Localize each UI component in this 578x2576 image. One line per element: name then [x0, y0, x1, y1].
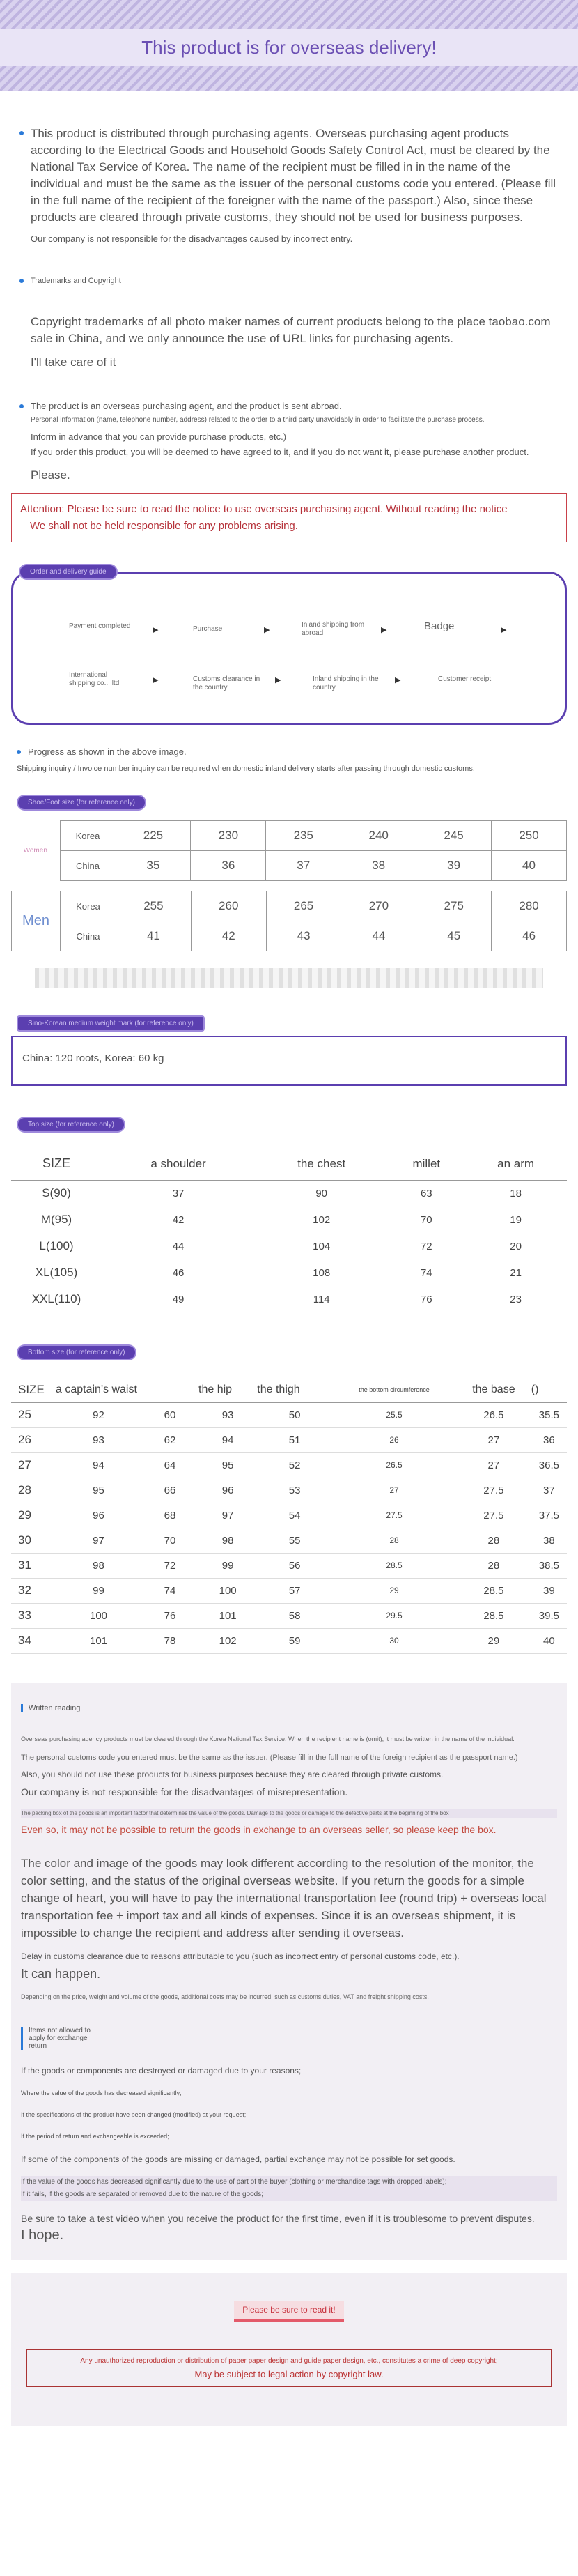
size-cell: 270: [341, 891, 416, 921]
size-label-cell: 29: [18, 1508, 31, 1521]
measure-cell: 90: [315, 1187, 328, 1199]
exchange-item-text: If the goods or components are destroyed or damaged due to your reasons;: [21, 2065, 302, 2076]
column-header: the hip: [198, 1383, 233, 1395]
exchange-item: [21, 2188, 557, 2201]
measure-cell: 55: [288, 1534, 301, 1547]
flow-step-8: Customer receipt: [438, 675, 492, 683]
measure-cell: 29.5: [386, 1611, 403, 1620]
measure-cell: 94: [221, 1434, 234, 1446]
flow-step-1: Payment completed: [69, 622, 131, 630]
arrow-right-icon: ▶: [381, 626, 387, 634]
measure-cell: 96: [221, 1484, 234, 1496]
table-row: [11, 1427, 567, 1452]
measure-cell: 74: [420, 1266, 432, 1279]
intro-paragraph: [17, 125, 561, 226]
read-label-wrap: [26, 2301, 552, 2322]
shipping-note: Shipping inquiry / Invoice number inquiry can be required when domestic inland delivery starts after passing through domestic customs.: [17, 765, 475, 773]
weight-box: [11, 1036, 567, 1086]
blurred-strip: [35, 968, 543, 988]
measure-cell: 101: [89, 1634, 108, 1647]
attention-box: [11, 493, 567, 542]
wr-p1: Overseas purchasing agency products must be cleared through the Korea National Tax Service. When the recipient name is (omit), it must be written in the name of the individual.: [21, 1735, 515, 1742]
measure-cell: 66: [164, 1484, 176, 1496]
measure-cell: 18: [510, 1187, 522, 1199]
copyright-line1: Any unauthorized reproduction or distribution of paper paper design and guide paper design, etc., constitutes a crime of deep copyright;: [80, 2356, 498, 2365]
copyright-line2: May be subject to legal action by copyright law.: [194, 2368, 384, 2379]
measure-cell: 94: [93, 1459, 104, 1471]
measure-cell: 104: [313, 1240, 331, 1252]
measure-cell: 28: [389, 1535, 399, 1545]
measure-cell: 29: [487, 1634, 500, 1647]
top-size-section: [0, 1117, 578, 1312]
measure-cell: 70: [164, 1534, 176, 1547]
bullet-icon: [17, 750, 21, 754]
table-row: [11, 1628, 567, 1653]
measure-cell: 49: [172, 1293, 185, 1305]
measure-cell: 21: [510, 1266, 522, 1279]
size-cell: 280: [492, 891, 567, 921]
measure-cell: 51: [288, 1434, 301, 1446]
size-label-cell: XL(105): [35, 1266, 78, 1279]
measure-cell: 93: [221, 1409, 234, 1421]
measure-cell: 108: [313, 1266, 331, 1279]
intro-section: [0, 125, 578, 484]
size-label-cell: 31: [18, 1558, 31, 1572]
trademark-note: I'll take care of it: [31, 355, 116, 369]
measure-cell: 68: [164, 1509, 176, 1521]
measure-cell: 39.5: [538, 1609, 559, 1622]
measure-cell: 46: [172, 1266, 185, 1279]
header-banner: [0, 0, 578, 91]
size-cell: 230: [191, 821, 266, 851]
size-label-cell: 34: [18, 1634, 31, 1647]
measure-cell: 98: [93, 1559, 104, 1572]
weight-section: [0, 1015, 578, 1086]
trademark-label-text: Trademarks and Copyright: [31, 277, 121, 285]
size-cell: 45: [416, 921, 492, 951]
column-header: SIZE: [42, 1156, 70, 1171]
weight-pill: Sino-Korean medium weight mark (for reference only): [17, 1015, 205, 1032]
bottom-size-pill: Bottom size (for reference only): [17, 1344, 136, 1360]
measure-cell: 40: [543, 1634, 555, 1647]
measure-cell: 28.5: [483, 1584, 504, 1597]
size-cell: 46: [492, 921, 567, 951]
measure-cell: 62: [164, 1434, 176, 1446]
exchange-item: [21, 2087, 557, 2099]
size-cell: 275: [416, 891, 492, 921]
exchange-item-text: Where the value of the goods has decreased significantly;: [21, 2089, 182, 2096]
measure-cell: 37: [172, 1187, 185, 1199]
size-cell: 36: [191, 851, 266, 881]
country-cell: China: [61, 921, 116, 951]
measure-cell: 100: [219, 1584, 237, 1597]
wr-p5: The packing box of the goods is an important factor that determines the value of the goods. Damage to the goods or damage to the defective parts at the beginning of the box: [21, 1809, 557, 1818]
column-header: the chest: [297, 1156, 346, 1170]
measure-cell: 102: [313, 1213, 331, 1226]
attention-line2: We shall not be held responsible for any problems arising.: [30, 520, 298, 532]
table-row: [11, 851, 567, 881]
exchange-item: [21, 2109, 557, 2121]
measure-cell: 26.5: [483, 1409, 504, 1421]
measure-cell: 74: [164, 1584, 176, 1597]
attention-line1: Attention: Please be sure to read the notice to use overseas purchasing agent. Without reading the notice: [20, 503, 508, 515]
shoe-size-pill: Shoe/Foot size (for reference only): [17, 795, 146, 811]
footer-box: [11, 2273, 567, 2426]
size-cell: 42: [191, 921, 266, 951]
weight-text: China: 120 roots, Korea: 60 kg: [22, 1052, 164, 1064]
measure-cell: 27.5: [483, 1484, 504, 1496]
measure-cell: 97: [221, 1509, 234, 1521]
agent-title-text: The product is an overseas purchasing agent, and the product is sent abroad.: [31, 401, 342, 411]
read-label: Please be sure to read it!: [234, 2301, 343, 2322]
table-row: [11, 1180, 567, 1206]
intro-paragraph-text: This product is distributed through purchasing agents. Overseas purchasing agent products according to the Electrical Goods and Household Goods Safety Control Act, must be cleared by the National Tax Service of Korea. The name of the recipient must be filled in in the name of the individual and must be the same as the issuer of the personal customs code you entered. (Please fill in the full name of the recipient of the foreigner with the name of the passport.) Also, since these products are cleared through private customs, they should not be used for business purposes.: [31, 127, 556, 224]
written-reading-title: Written reading: [21, 1704, 557, 1712]
flow-box: [11, 568, 567, 725]
table-row: [12, 891, 567, 921]
wr-p9: It can happen.: [21, 1966, 101, 1981]
agent-sub: Personal information (name, telephone number, address) related to the order to a third party unavoidably in order to facilitate the purchase process.: [31, 416, 485, 424]
size-cell: 225: [116, 821, 191, 851]
measure-cell: 101: [219, 1609, 237, 1622]
flow-step-7: Inland shipping in the country: [313, 675, 379, 691]
bottom-size-table: [11, 1377, 567, 1654]
table-row: [11, 1478, 567, 1503]
exchange-list: [21, 2064, 557, 2226]
size-label-cell: 28: [18, 1483, 31, 1496]
agent-p1: Inform in advance that you can provide purchase products, etc.): [31, 431, 287, 442]
measure-cell: 95: [221, 1459, 234, 1471]
flow-step-5: International shipping co... ltd: [69, 671, 120, 687]
arrow-right-icon: ▶: [395, 676, 401, 684]
measure-cell: 20: [510, 1240, 522, 1252]
size-cell: 265: [266, 891, 341, 921]
written-reading-box: [11, 1683, 567, 2260]
measure-cell: 28.5: [483, 1609, 504, 1622]
size-cell: 235: [266, 821, 341, 851]
measure-cell: 44: [172, 1240, 185, 1252]
column-header: the base: [472, 1383, 515, 1395]
column-header: the bottom circumference: [359, 1386, 430, 1393]
exchange-item: [21, 2064, 557, 2078]
flow-section: [0, 568, 578, 775]
measure-cell: 26: [389, 1435, 399, 1445]
column-header: a shoulder: [150, 1156, 206, 1170]
measure-cell: 56: [288, 1559, 301, 1572]
size-cell: 250: [492, 821, 567, 851]
table-row: [12, 921, 567, 951]
measure-cell: 64: [164, 1459, 176, 1471]
table-row: [11, 1206, 567, 1233]
table-row: [11, 1452, 567, 1478]
measure-cell: 102: [219, 1634, 237, 1647]
wr-p3: Also, you should not use these products for business purposes because they are cleared through private customs.: [21, 1769, 444, 1779]
size-label-cell: 32: [18, 1584, 31, 1597]
exchange-hope: I hope.: [21, 2227, 64, 2243]
progress-note-text: Progress as shown in the above image.: [28, 746, 187, 757]
size-cell: 41: [116, 921, 192, 951]
women-label: Women: [23, 847, 47, 854]
exchange-item-text: If the period of return and exchangeable is exceeded;: [21, 2132, 169, 2140]
exchange-item-text: If the value of the goods has decreased significantly due to the use of part of the buyer (clothing or merchandise tags with dropped labels);: [21, 2177, 447, 2186]
arrow-right-icon: ▶: [501, 626, 507, 634]
table-row: [11, 1233, 567, 1259]
table-header-row: [11, 1377, 567, 1402]
flow-pill: Order and delivery guide: [19, 564, 118, 580]
measure-cell: 59: [288, 1634, 301, 1647]
measure-cell: 27: [487, 1434, 500, 1446]
country-cell: Korea: [60, 821, 116, 851]
measure-cell: 27: [389, 1485, 399, 1495]
measure-cell: 99: [221, 1559, 234, 1572]
exchange-title: Items not allowed to apply for exchange return: [21, 2027, 104, 2050]
table-row: [11, 1603, 567, 1628]
measure-cell: 63: [420, 1187, 432, 1199]
table-row: [11, 1528, 567, 1553]
measure-cell: 39: [543, 1584, 555, 1597]
measure-cell: 37.5: [538, 1509, 559, 1521]
measure-cell: 96: [93, 1509, 104, 1521]
size-label-cell: M(95): [40, 1213, 72, 1226]
measure-cell: 42: [172, 1213, 185, 1226]
arrow-right-icon: ▶: [153, 626, 159, 634]
measure-cell: 58: [288, 1609, 301, 1622]
measure-cell: 114: [313, 1293, 330, 1305]
measure-cell: 76: [420, 1293, 432, 1305]
measure-cell: 50: [288, 1409, 301, 1421]
measure-cell: 28: [487, 1534, 500, 1547]
exchange-item-text: If some of the components of the goods are missing or damaged, partial exchange may not be possible for set goods.: [21, 2154, 455, 2164]
measure-cell: 72: [420, 1240, 432, 1252]
measure-cell: 92: [93, 1409, 104, 1421]
size-label-cell: 25: [18, 1408, 31, 1421]
flow-step-6: Customs clearance in the country: [193, 675, 260, 691]
measure-cell: 72: [164, 1559, 176, 1572]
measure-cell: 97: [93, 1534, 104, 1547]
measure-cell: 52: [288, 1459, 301, 1471]
bottom-size-section: [0, 1344, 578, 1654]
size-cell: 40: [492, 851, 567, 881]
table-header-row: [11, 1148, 567, 1180]
bullet-icon: [19, 131, 24, 135]
table-row: [11, 1259, 567, 1286]
measure-cell: 57: [288, 1584, 301, 1597]
size-cell: 39: [416, 851, 492, 881]
exchange-item: [21, 2211, 557, 2226]
measure-cell: 26.5: [386, 1460, 403, 1470]
top-size-body: [11, 1180, 567, 1312]
wr-p8: Delay in customs clearance due to reasons attributable to you (such as incorrect entry of personal customs code, etc.).: [21, 1951, 460, 1961]
measure-cell: 23: [510, 1293, 522, 1305]
exchange-item: [21, 2152, 557, 2166]
size-label-cell: L(100): [39, 1239, 74, 1252]
agent-please: Please.: [31, 468, 70, 482]
size-cell: 38: [341, 851, 416, 881]
wr-p7: The color and image of the goods may look different according to the resolution of the monitor, the color setting, and the status of the original overseas website. If you return the goods for a simple change of heart, you will have to pay the international transportation fee (round trip) + overseas local transportation fee + import tax and all kinds of expenses. Since it is an overseas shipment, it is impossible to change the recipient and address after sending it overseas.: [21, 1856, 547, 1940]
size-label-cell: S(90): [42, 1186, 71, 1200]
trademark-text: Copyright trademarks of all photo maker names of current products belong to the place taobao.com sale in China, and we only announce the use of URL links for purchasing agents.: [31, 315, 551, 345]
column-header: (): [531, 1383, 539, 1395]
column-header: the thigh: [257, 1383, 300, 1395]
table-row: [11, 1286, 567, 1312]
table-row: [11, 1503, 567, 1528]
size-cell: 260: [191, 891, 266, 921]
measure-cell: 27.5: [483, 1509, 504, 1521]
measure-cell: 25.5: [386, 1410, 403, 1420]
arrow-right-icon: ▶: [153, 676, 159, 684]
copyright-box: [26, 2349, 552, 2387]
size-label-cell: 30: [18, 1533, 31, 1547]
country-cell: China: [60, 851, 116, 881]
table-row: [11, 1402, 567, 1427]
size-cell: 43: [266, 921, 341, 951]
measure-cell: 27.5: [386, 1510, 403, 1520]
size-cell: 255: [116, 891, 192, 921]
bullet-icon: [19, 404, 24, 408]
measure-cell: 100: [89, 1609, 108, 1622]
size-cell: 44: [341, 921, 416, 951]
size-label-cell: 27: [18, 1458, 31, 1471]
shoe-size-women-table: [11, 820, 567, 881]
measure-cell: 98: [221, 1534, 234, 1547]
measure-cell: 28.5: [386, 1561, 403, 1570]
agent-p2: If you order this product, you will be deemed to have agreed to it, and if you do not want it, please purchase another product.: [31, 447, 529, 457]
men-label: Men: [12, 891, 61, 951]
exchange-item-text: Be sure to take a test video when you receive the product for the first time, even if it is troublesome to prevent disputes.: [21, 2212, 535, 2224]
measure-cell: 38: [543, 1534, 555, 1547]
column-header: SIZE: [18, 1382, 45, 1396]
measure-cell: 53: [288, 1484, 301, 1496]
header-title-bar: [0, 29, 578, 66]
measure-cell: 38.5: [538, 1559, 559, 1572]
measure-cell: 95: [93, 1484, 104, 1496]
size-label-cell: 33: [18, 1609, 31, 1622]
progress-note: [17, 744, 561, 760]
size-cell: 35: [116, 851, 191, 881]
measure-cell: 36: [543, 1434, 555, 1446]
table-row: [11, 1553, 567, 1578]
column-header: a captain's waist: [56, 1383, 137, 1395]
size-cell: 37: [266, 851, 341, 881]
header-title: This product is for overseas delivery!: [141, 36, 437, 58]
flow-step-3: Inland shipping from abroad: [302, 621, 365, 637]
measure-cell: 30: [389, 1636, 399, 1646]
measure-cell: 36.5: [538, 1459, 559, 1471]
agent-title: [17, 399, 561, 414]
measure-cell: 37: [543, 1484, 555, 1496]
measure-cell: 54: [288, 1509, 301, 1521]
measure-cell: 27: [487, 1459, 500, 1471]
size-cell: 240: [341, 821, 416, 851]
column-header: millet: [412, 1156, 441, 1170]
wr-p4: Our company is not responsible for the disadvantages of misrepresentation.: [21, 1786, 348, 1797]
exchange-item: [21, 2131, 557, 2142]
arrow-right-icon: ▶: [264, 626, 270, 634]
measure-cell: 60: [164, 1409, 176, 1421]
table-row: [11, 821, 567, 851]
exchange-item-text: If the specifications of the product have been changed (modified) at your request;: [21, 2110, 247, 2118]
arrow-right-icon: ▶: [275, 676, 281, 684]
size-cell: 245: [416, 821, 492, 851]
flow-step-4: Badge: [424, 620, 455, 632]
country-cell: Korea: [61, 891, 116, 921]
column-header: an arm: [497, 1156, 535, 1170]
measure-cell: 78: [164, 1634, 176, 1647]
measure-cell: 93: [93, 1434, 104, 1446]
measure-cell: 29: [389, 1586, 399, 1595]
table-row: [11, 1578, 567, 1603]
measure-cell: 35.5: [538, 1409, 559, 1421]
wr-p2: The personal customs code you entered must be the same as the issuer. (Please fill in the full name of the foreign recipient as the passport name.): [21, 1753, 518, 1762]
trademark-label: [17, 275, 561, 287]
exchange-item: [21, 2176, 557, 2188]
wr-p6: Even so, it may not be possible to return the goods in exchange to an overseas seller, so please keep the box.: [21, 1823, 497, 1835]
bottom-size-body: [11, 1402, 567, 1653]
flow-step-2: Purchase: [193, 625, 223, 633]
measure-cell: 19: [510, 1213, 522, 1226]
shoe-size-section: [0, 795, 578, 988]
exchange-item-text: If it fails, if the goods are separated or removed due to the nature of the goods;: [21, 2190, 263, 2198]
top-size-table: [11, 1148, 567, 1312]
measure-cell: 99: [93, 1584, 104, 1597]
shoe-size-men-table: [11, 891, 567, 951]
measure-cell: 76: [164, 1609, 176, 1622]
size-label-cell: 26: [18, 1433, 31, 1446]
intro-note: Our company is not responsible for the disadvantages caused by incorrect entry.: [31, 233, 353, 244]
top-size-pill: Top size (for reference only): [17, 1117, 125, 1133]
measure-cell: 70: [420, 1213, 432, 1226]
bullet-icon: [19, 279, 24, 283]
wr-p10: Depending on the price, weight and volume of the goods, additional costs may be incurred, such as customs duties, VAT and freight shipping costs.: [21, 1993, 429, 2000]
size-label-cell: XXL(110): [31, 1292, 81, 1305]
measure-cell: 28: [487, 1559, 500, 1572]
